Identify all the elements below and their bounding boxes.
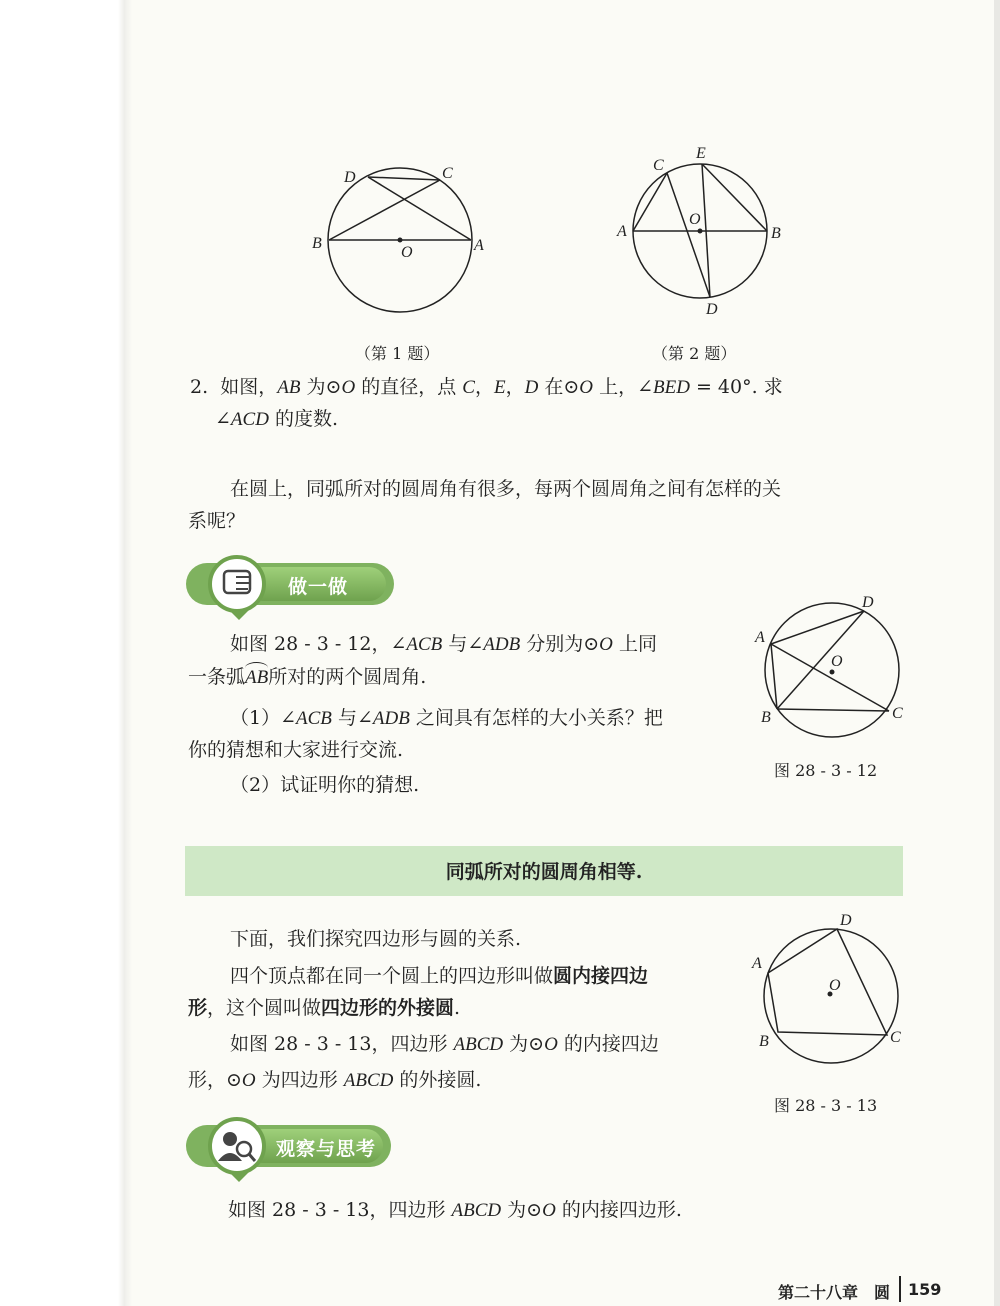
activity-line-2: [188, 662, 426, 692]
fig1-label-B: B: [312, 235, 322, 252]
var: ABCD: [451, 1200, 502, 1221]
fig2-chord-AC: [633, 173, 667, 231]
var: O: [599, 634, 613, 655]
var: ACB: [406, 634, 443, 655]
fig1-label-D: D: [344, 169, 356, 186]
final-line: [228, 1196, 682, 1225]
text: 如图 28 - 3 - 12，∠: [230, 633, 407, 655]
activity-label: 观察与思考: [276, 1138, 377, 1160]
page-fold-shadow: [118, 0, 132, 1306]
arc-var: AB: [245, 662, 268, 692]
footer-divider: [899, 1276, 901, 1302]
fig3-label-B: B: [761, 709, 771, 726]
fig3-label-D: D: [862, 594, 874, 611]
text: （1）∠: [230, 707, 297, 729]
badge-arrow-icon: [229, 610, 249, 622]
text: 与∠: [442, 633, 484, 655]
text: 的外接圆.: [393, 1069, 482, 1091]
text: 为⊙: [503, 1033, 545, 1055]
hand-badge: [208, 555, 266, 613]
text: 上，∠: [593, 376, 653, 398]
text: 与∠: [331, 707, 373, 729]
var: O: [579, 377, 594, 398]
var: ABCD: [453, 1034, 504, 1055]
theorem-text: 同弧所对的圆周角相等.: [445, 861, 643, 883]
figure-1: [300, 150, 500, 330]
problem-2-line-1: [190, 373, 783, 402]
hand-icon: [212, 559, 262, 609]
quad-line-2: [230, 962, 648, 990]
quad-line-3: [188, 994, 460, 1022]
activity-label: 做一做: [288, 576, 349, 598]
text: 所对的两个圆周角.: [268, 666, 427, 688]
fig1-label-C: C: [442, 165, 453, 182]
var: E: [493, 377, 506, 398]
fig2-label-D: D: [706, 301, 718, 318]
text: 形，⊙: [188, 1069, 242, 1091]
text: 如图 28 - 3 - 13，四边形: [228, 1199, 452, 1221]
fig4-label-A: A: [752, 955, 762, 972]
var: O: [341, 377, 356, 398]
problem-number: 2.: [190, 376, 209, 398]
text: 的直径，点: [355, 376, 463, 398]
term: 圆内接四边: [553, 965, 649, 987]
fig3-label-C: C: [892, 705, 903, 722]
activity-line-1: [230, 630, 657, 659]
text: 如图，: [220, 376, 278, 398]
fig2-label-C: C: [653, 157, 664, 174]
intro-line-1: 在圆上，同弧所对的圆周角有很多，每两个圆周角之间有怎样的关: [230, 478, 782, 500]
fig4-quad-ABCD: [768, 929, 887, 1035]
text: 四个顶点都在同一个圆上的四边形叫做: [230, 965, 554, 987]
fig1-caption: （第 1 题）: [355, 344, 440, 363]
intro-line-2: 系呢？: [188, 510, 246, 532]
fig2-caption: （第 2 题）: [652, 344, 737, 363]
text: 为⊙: [300, 376, 342, 398]
text: 的内接四边: [557, 1033, 659, 1055]
quad-line-1: 下面，我们探究四边形与圆的关系.: [230, 928, 522, 950]
fig2-label-E: E: [696, 145, 706, 162]
text: 如图 28 - 3 - 13，四边形: [230, 1033, 454, 1055]
activity-line-5: （2）试证明你的猜想.: [230, 774, 420, 796]
fig1-chord-DA: [368, 177, 471, 240]
figure-2: [605, 140, 805, 325]
var: D: [524, 377, 539, 398]
text: = 40°. 求: [689, 376, 783, 398]
fig2-label-B: B: [771, 225, 781, 242]
fig3-chord-BC: [777, 709, 889, 711]
term: 四边形的外接圆: [321, 997, 455, 1019]
figure-28-3-12: [750, 592, 910, 752]
activity-line-4: 你的猜想和大家进行交流.: [188, 739, 404, 761]
var: O: [544, 1034, 558, 1055]
fig4-label-O: O: [829, 977, 841, 994]
fig2-center-dot: [698, 229, 703, 234]
fig4-label-D: D: [840, 912, 852, 929]
fig4-label-B: B: [759, 1033, 769, 1050]
var: C: [462, 377, 475, 398]
var: ACB: [296, 708, 332, 729]
quad-line-5: [188, 1066, 481, 1095]
term: 形: [188, 997, 208, 1019]
text: ，这个圆叫做: [207, 997, 322, 1019]
theorem-box: [185, 846, 903, 896]
text: 在⊙: [538, 376, 580, 398]
magnifier-person-icon: [212, 1121, 262, 1171]
text: 分别为⊙: [520, 633, 600, 655]
figure-28-3-13: [748, 905, 913, 1065]
page-right-edge: [994, 0, 1000, 1306]
text: 一条弧: [188, 666, 246, 688]
chapter-footer: 第二十八章 圆: [778, 1283, 891, 1302]
text: ∠: [215, 408, 231, 430]
text: 的度数.: [268, 408, 339, 430]
fig1-label-A: A: [474, 237, 484, 254]
text: 为四边形: [255, 1069, 344, 1091]
fig3-label-O: O: [831, 653, 843, 670]
fig3-center-dot: [830, 670, 835, 675]
magnifier-badge: [208, 1117, 266, 1175]
text: 为⊙: [501, 1199, 543, 1221]
fig1-center-dot: [398, 238, 403, 243]
activity-line-3: [230, 704, 663, 733]
var: O: [241, 1070, 256, 1091]
text: 上同: [612, 633, 657, 655]
badge-arrow-icon: [229, 1172, 249, 1184]
fig2-label-A: A: [617, 223, 627, 240]
var: O: [542, 1200, 556, 1221]
text: 的内接四边形.: [555, 1199, 682, 1221]
var: ACD: [230, 409, 269, 430]
var: ADB: [483, 634, 521, 655]
fig3-chord-AC: [771, 644, 889, 711]
var: AB: [277, 377, 301, 398]
var: ABCD: [343, 1070, 394, 1091]
fig2-label-O: O: [689, 211, 701, 228]
fig1-label-O: O: [401, 244, 413, 261]
quad-line-4: [230, 1030, 659, 1059]
fig4-label-C: C: [890, 1029, 901, 1046]
var: BED: [653, 377, 690, 398]
fig1-chord-DC: [368, 177, 440, 180]
fig4-caption: 图 28 - 3 - 13: [774, 1096, 878, 1115]
text: ，: [474, 376, 494, 398]
page-margin: [0, 0, 125, 1306]
text: .: [454, 997, 461, 1019]
fig3-caption: 图 28 - 3 - 12: [774, 761, 878, 780]
text: ，: [505, 376, 525, 398]
problem-2-line-2: [215, 405, 338, 434]
var: ADB: [372, 708, 410, 729]
page-number: 159: [908, 1280, 942, 1299]
text: 之间具有怎样的大小关系？把: [409, 707, 663, 729]
fig3-label-A: A: [755, 629, 765, 646]
